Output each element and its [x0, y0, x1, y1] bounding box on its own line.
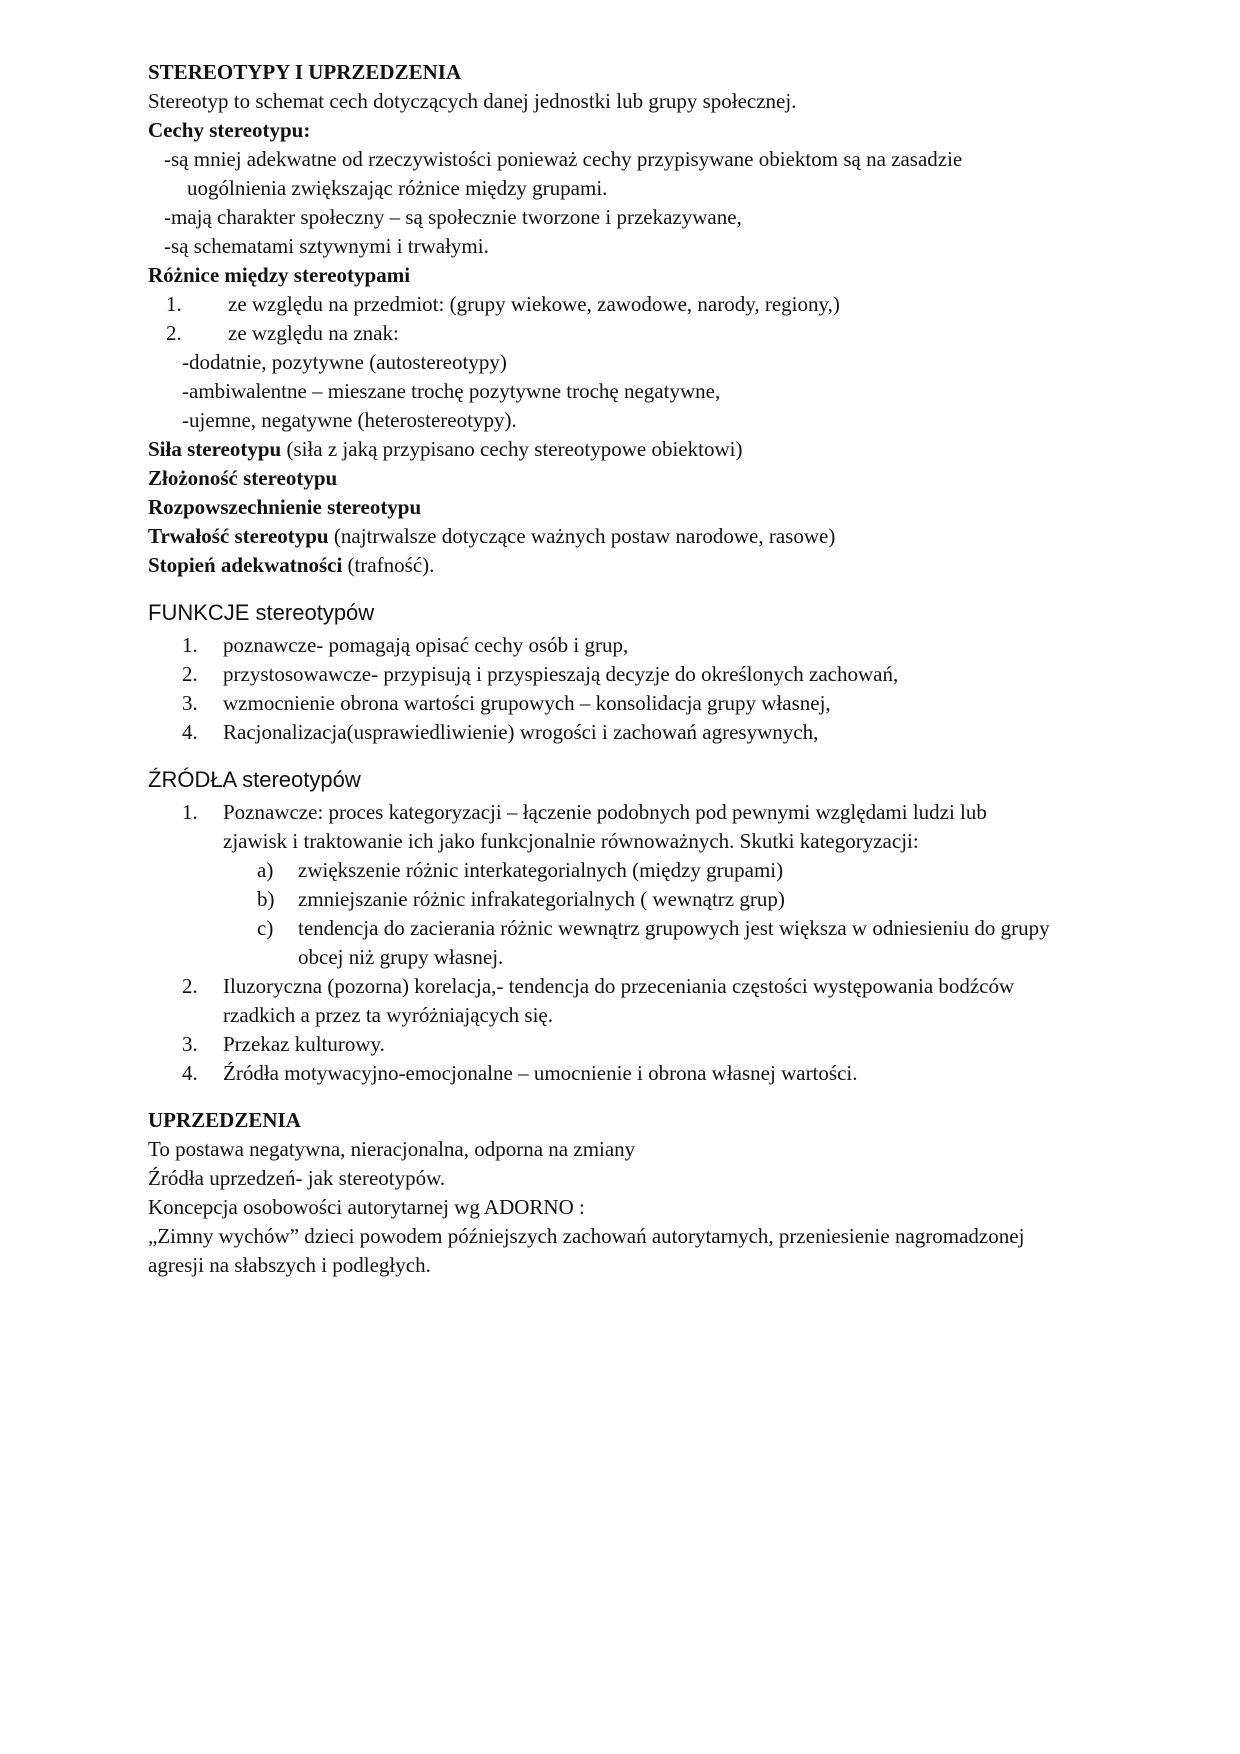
- roznice-item: [148, 290, 1198, 319]
- property-label: Siła stereotypu: [148, 437, 282, 461]
- list-text: Racjonalizacja(usprawiedliwienie) wrogości i zachowań agresywnych,: [223, 720, 819, 744]
- list-text: tendencja do zacierania różnic wewnątrz grupowych jest większa w odniesieniu do grupy: [298, 916, 1050, 940]
- uprzedzenia-heading: UPRZEDZENIA: [148, 1108, 301, 1132]
- list-text: wzmocnienie obrona wartości grupowych – konsolidacja grupy własnej,: [223, 691, 831, 715]
- roznice-subitem: -ujemne, negatywne (heterostereotypy).: [182, 408, 517, 432]
- list-letter: c): [257, 916, 274, 940]
- list-number: 4.: [182, 720, 198, 744]
- roznice-subitem: -dodatnie, pozytywne (autostereotypy): [182, 350, 507, 374]
- list-letter: b): [257, 887, 275, 911]
- list-text: Iluzoryczna (pozorna) korelacja,- tendencja do przeceniania częstości występowania bodźców: [223, 974, 1015, 998]
- zrodla-subitem-continuation: obcej niż grupy własnej.: [298, 945, 504, 969]
- uprzedzenia-line: „Zimny wychów” dzieci powodem późniejszych zachowań autorytarnych, przeniesienie nagromadzonej: [148, 1224, 1025, 1248]
- cechy-item: -są schematami sztywnymi i trwałymi.: [164, 234, 489, 258]
- list-number: 4.: [182, 1061, 198, 1085]
- list-text: zmniejszanie różnic infrakategorialnych ( wewnątrz grup): [298, 887, 785, 911]
- property-label: Stopień adekwatności: [148, 553, 343, 577]
- list-text: ze względu na znak:: [228, 321, 399, 345]
- property-label: Rozpowszechnienie stereotypu: [148, 495, 422, 519]
- property-desc: (trafność).: [342, 553, 435, 577]
- roznice-heading: Różnice między stereotypami: [148, 263, 411, 287]
- zrodla-item-continuation: rzadkich a przez ta wyróżniających się.: [223, 1003, 553, 1027]
- list-text: zwiększenie różnic interkategorialnych (między grupami): [298, 858, 784, 882]
- funkcje-item: [148, 689, 1198, 718]
- spacer: [148, 1088, 1198, 1106]
- list-number: 2.: [182, 662, 198, 686]
- uprzedzenia-line: agresji na słabszych i podległych.: [148, 1253, 431, 1277]
- list-number: 1.: [166, 292, 182, 316]
- property-line: [148, 522, 1198, 551]
- property-desc: (najtrwalsze dotyczące ważnych postaw narodowe, rasowe): [328, 524, 836, 548]
- list-text: ze względu na przedmiot: (grupy wiekowe, zawodowe, narody, regiony,): [228, 292, 840, 316]
- roznice-subitem: -ambiwalentne – mieszane trochę pozytywne trochę negatywne,: [182, 379, 721, 403]
- cechy-item: -mają charakter społeczny – są społecznie tworzone i przekazywane,: [164, 205, 742, 229]
- uprzedzenia-line: To postawa negatywna, nieracjonalna, odporna na zmiany: [148, 1137, 636, 1161]
- list-number: 1.: [182, 800, 198, 824]
- list-number: 3.: [182, 1032, 198, 1056]
- property-label: Złożoność stereotypu: [148, 466, 338, 490]
- document-body: [148, 58, 1198, 1280]
- zrodla-item-continuation: zjawisk i traktowanie ich jako funkcjonalnie równoważnych. Skutki kategoryzacji:: [223, 829, 919, 853]
- list-text: Poznawcze: proces kategoryzacji – łączenie podobnych pod pewnymi względami ludzi lub: [223, 800, 987, 824]
- zrodla-heading: ŹRÓDŁA stereotypów: [148, 767, 361, 792]
- funkcje-item: [148, 631, 1198, 660]
- property-line: [148, 435, 1198, 464]
- property-desc: (siła z jaką przypisano cechy stereotypowe obiektowi): [281, 437, 743, 461]
- cechy-heading: Cechy stereotypu:: [148, 118, 311, 142]
- roznice-item: [148, 319, 1198, 348]
- list-number: 1.: [182, 633, 198, 657]
- funkcje-heading: FUNKCJE stereotypów: [148, 600, 375, 625]
- property-line: [148, 493, 1198, 522]
- zrodla-subitem: [148, 856, 1198, 885]
- property-line: [148, 551, 1198, 580]
- property-label: Trwałość stereotypu: [148, 524, 329, 548]
- cechy-item: -są mniej adekwatne od rzeczywistości ponieważ cechy przypisywane obiektom są na zasadzie: [164, 147, 963, 171]
- funkcje-item: [148, 660, 1198, 689]
- list-text: Źródła motywacyjno-emocjonalne – umocnienie i obrona własnej wartości.: [223, 1061, 858, 1085]
- zrodla-item: [148, 1030, 1198, 1059]
- zrodla-item: [148, 972, 1198, 1001]
- uprzedzenia-line: Koncepcja osobowości autorytarnej wg ADORNO :: [148, 1195, 585, 1219]
- list-text: poznawcze- pomagają opisać cechy osób i grup,: [223, 633, 629, 657]
- list-text: Przekaz kulturowy.: [223, 1032, 385, 1056]
- uprzedzenia-line: Źródła uprzedzeń- jak stereotypów.: [148, 1166, 446, 1190]
- list-text: przystosowawcze- przypisują i przyspieszają decyzje do określonych zachowań,: [223, 662, 899, 686]
- list-number: 3.: [182, 691, 198, 715]
- list-number: 2.: [166, 321, 182, 345]
- document-title: STEREOTYPY I UPRZEDZENIA: [148, 60, 462, 84]
- intro-text: Stereotyp to schemat cech dotyczących danej jednostki lub grupy społecznej.: [148, 89, 797, 113]
- funkcje-item: [148, 718, 1198, 747]
- zrodla-item: [148, 1059, 1198, 1088]
- cechy-item: uogólnienia zwiększając różnice między grupami.: [187, 176, 608, 200]
- list-number: 2.: [182, 974, 198, 998]
- zrodla-subitem: [148, 914, 1198, 943]
- property-line: [148, 464, 1198, 493]
- list-letter: a): [257, 858, 274, 882]
- zrodla-item: [148, 798, 1198, 827]
- zrodla-subitem: [148, 885, 1198, 914]
